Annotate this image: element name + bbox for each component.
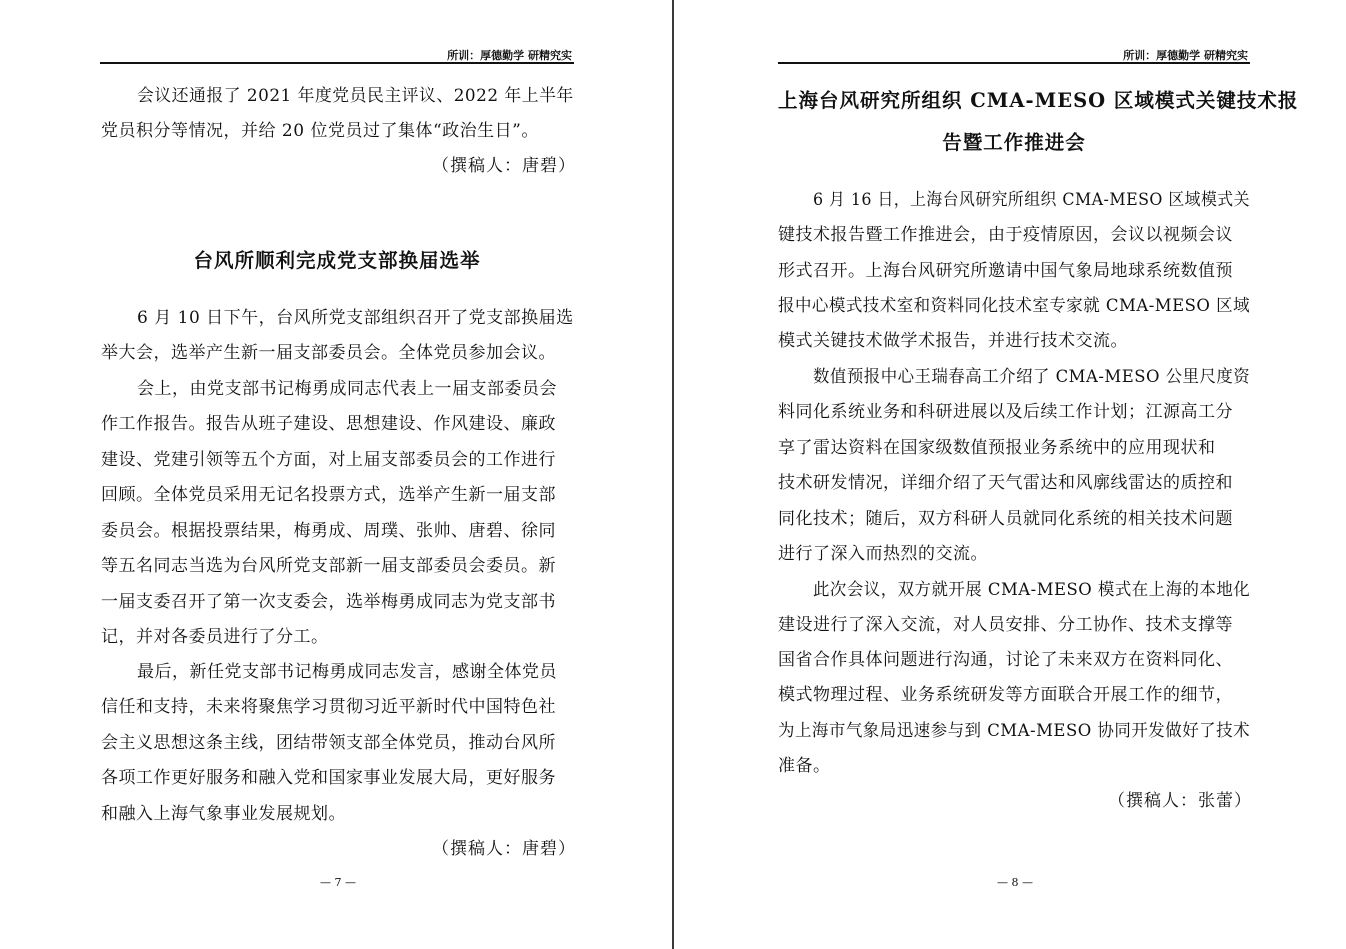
page-8	[674, 0, 1346, 949]
intro-line-2: 党员积分等情况，并给 20 位党员过了集体“政治生日”。	[101, 121, 539, 141]
body-line: 举大会，选举产生新一届支部委员会。全体党员参加会议。	[101, 343, 556, 363]
page-number: — 7 —	[320, 876, 356, 889]
body-line: 此次会议，双方就开展 CMA-MESO 模式在上海的本地化	[813, 580, 1251, 600]
body-line: 各项工作更好服务和融入党和国家事业发展大局，更好服务	[101, 768, 556, 788]
body-line: 为上海市气象局迅速参与到 CMA-MESO 协同开发做好了技术	[778, 721, 1251, 741]
body-line: 委员会。根据投票结果，梅勇成、周璞、张帅、唐碧、徐同	[101, 521, 556, 541]
page-number: — 8 —	[997, 876, 1033, 889]
body-line: 同化技术；随后，双方科研人员就同化系统的相关技术问题	[778, 509, 1233, 529]
article-title: 台风所顺利完成党支部换届选举	[193, 249, 481, 272]
page-7	[0, 0, 672, 949]
article-author: （撰稿人：张蕾）	[1108, 791, 1252, 811]
body-line: 准备。	[778, 756, 831, 776]
body-line: 报中心模式技术室和资料同化技术室专家就 CMA-MESO 区域	[778, 296, 1251, 316]
intro-line-1: 会议还通报了 2021 年度党员民主评议、2022 年上半年	[137, 86, 574, 106]
body-line: 会上，由党支部书记梅勇成同志代表上一届支部委员会	[137, 379, 557, 399]
header-rule	[100, 62, 574, 64]
body-line: 进行了深入而热烈的交流。	[778, 544, 988, 564]
intro-author: （撰稿人：唐碧）	[432, 156, 576, 176]
body-line: 技术研发情况，详细介绍了天气雷达和风廓线雷达的质控和	[778, 473, 1233, 493]
body-line: 国省合作具体问题进行沟通，讨论了未来双方在资料同化、	[778, 650, 1233, 670]
page-header-motto: 所训：厚德勤学 研精究实	[1123, 49, 1248, 62]
body-line: 形式召开。上海台风研究所邀请中国气象局地球系统数值预	[778, 261, 1233, 281]
body-line: 作工作报告。报告从班子建设、思想建设、作风建设、廉政	[101, 414, 556, 434]
body-line: 6 月 16 日，上海台风研究所组织 CMA-MESO 区域模式关	[813, 190, 1250, 210]
body-line: 键技术报告暨工作推进会，由于疫情原因，会议以视频会议	[778, 225, 1233, 245]
body-line: 料同化系统业务和科研进展以及后续工作计划；江源高工分	[778, 402, 1233, 422]
body-line: 最后，新任党支部书记梅勇成同志发言，感谢全体党员	[137, 662, 557, 682]
page-header-motto: 所训：厚德勤学 研精究实	[447, 49, 572, 62]
body-line: 会主义思想这条主线，团结带领支部全体党员，推动台风所	[101, 733, 556, 753]
body-line: 记，并对各委员进行了分工。	[101, 627, 329, 647]
header-rule	[778, 62, 1250, 64]
body-line: 和融入上海气象事业发展规划。	[101, 804, 346, 824]
body-line: 模式关键技术做学术报告，并进行技术交流。	[778, 331, 1128, 351]
body-line: 回顾。全体党员采用无记名投票方式，选举产生新一届支部	[101, 485, 556, 505]
body-line: 等五名同志当选为台风所党支部新一届支部委员会委员。新	[101, 556, 556, 576]
body-line: 6 月 10 日下午，台风所党支部组织召开了党支部换届选	[137, 308, 574, 328]
body-line: 模式物理过程、业务系统研发等方面联合开展工作的细节，	[778, 685, 1233, 705]
body-line: 一届支委召开了第一次支委会，选举梅勇成同志为党支部书	[101, 592, 556, 612]
body-line: 建设进行了深入交流，对人员安排、分工协作、技术支撑等	[778, 615, 1233, 635]
article-title-line-1: 上海台风研究所组织 CMA-MESO 区域模式关键技术报	[778, 89, 1299, 112]
body-line: 数值预报中心王瑞春高工介绍了 CMA-MESO 公里尺度资	[813, 367, 1251, 387]
body-line: 享了雷达资料在国家级数值预报业务系统中的应用现状和	[778, 438, 1216, 458]
body-line: 建设、党建引领等五个方面，对上届支部委员会的工作进行	[101, 450, 556, 470]
article-author: （撰稿人：唐碧）	[432, 839, 576, 859]
body-line: 信任和支持，未来将聚焦学习贯彻习近平新时代中国特色社	[101, 697, 556, 717]
article-title-line-2: 告暨工作推进会	[942, 131, 1086, 154]
